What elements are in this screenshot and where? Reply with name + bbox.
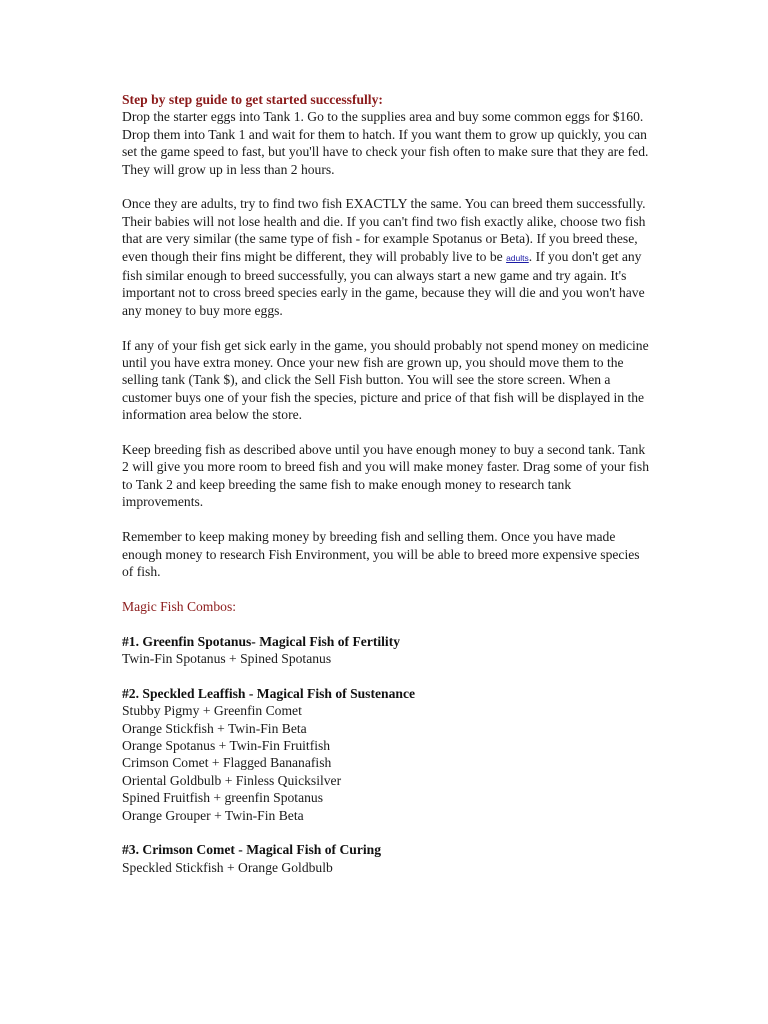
guide-heading: Step by step guide to get started successfully:: [122, 92, 383, 107]
combo-2-recipe: Orange Grouper + Twin-Fin Beta: [122, 807, 304, 823]
combo-2: [122, 685, 652, 824]
combo-3-recipe: Speckled Stickfish + Orange Goldbulb: [122, 859, 333, 875]
guide-paragraph-2-end: . If you don't get any fish similar enough to breed successfully, you can always start a new game and try again. It's important not to cross breed species early in the game, because they will die and you won't have any money to buy more eggs.: [122, 248, 645, 318]
combo-2-recipe: Stubby Pigmy + Greenfin Comet: [122, 703, 302, 719]
combo-1-recipe: Twin-Fin Spotanus + Spined Spotanus: [122, 650, 332, 666]
guide-paragraph-5: Remember to keep making money by breeding fish and selling them. Once you have made enough money to research Fish Environment, you will be able to breed more expensive species of fish.: [122, 529, 640, 579]
combo-1: [122, 633, 652, 668]
combos-heading: Magic Fish Combos:: [122, 598, 237, 614]
document-body: [122, 91, 652, 894]
guide-paragraph-4: Keep breeding fish as described above until you have enough money to buy a second tank. Tank 2 will give you more room to breed fish and you will make money faster. Drag some of your fish to Tank 2 and keep breeding the same fish to make enough money to research tank improvements.: [122, 442, 650, 510]
adults-link[interactable]: adults: [506, 252, 529, 263]
combo-2-recipe: Orange Stickfish + Twin-Fin Beta: [122, 720, 307, 736]
combo-3-title: #3. Crimson Comet - Magical Fish of Curing: [122, 842, 382, 858]
combo-2-recipe: Crimson Comet + Flagged Bananafish: [122, 755, 332, 771]
combo-2-recipe: Oriental Goldbulb + Finless Quicksilver: [122, 772, 342, 788]
combo-1-title: #1. Greenfin Spotanus- Magical Fish of Fertility: [122, 633, 401, 649]
combo-2-title: #2. Speckled Leaffish - Magical Fish of Sustenance: [122, 685, 416, 701]
guide-paragraph-2-start: Once they are adults, try to find two fish EXACTLY the same. You can breed them successfully. Their babies will not lose health and die. If you can't find two fish exactly alike, choose two fish that are very similar (the same type of fish - for example Spotanus or Beta). If you breed these, even though their fins might be different, they will probably live to be: [122, 196, 646, 264]
guide-paragraph-3: If any of your fish get sick early in the game, you should probably not spend money on medicine until you have extra money. Once your new fish are grown up, you should move them to the selling tank (Tank $), and click the Sell Fish button. You will see the store screen. When a customer buys one of your fish the species, picture and price of that fish will be displayed in the information area below the store.: [122, 337, 649, 423]
combo-2-recipe: Orange Spotanus + Twin-Fin Fruitfish: [122, 737, 331, 753]
guide-paragraph-1: Drop the starter eggs into Tank 1. Go to the supplies area and buy some common eggs for $160. Drop them into Tank 1 and wait for them to hatch. If you want them to grow up quickly, you can set the game speed to fast, but you'll have to check your fish often to make sure that they are fed. They will grow up in less than 2 hours.: [122, 109, 649, 177]
combo-3: [122, 841, 652, 876]
guide-paragraph-2: [122, 195, 652, 319]
combo-2-recipe: Spined Fruitfish + greenfin Spotanus: [122, 790, 323, 806]
